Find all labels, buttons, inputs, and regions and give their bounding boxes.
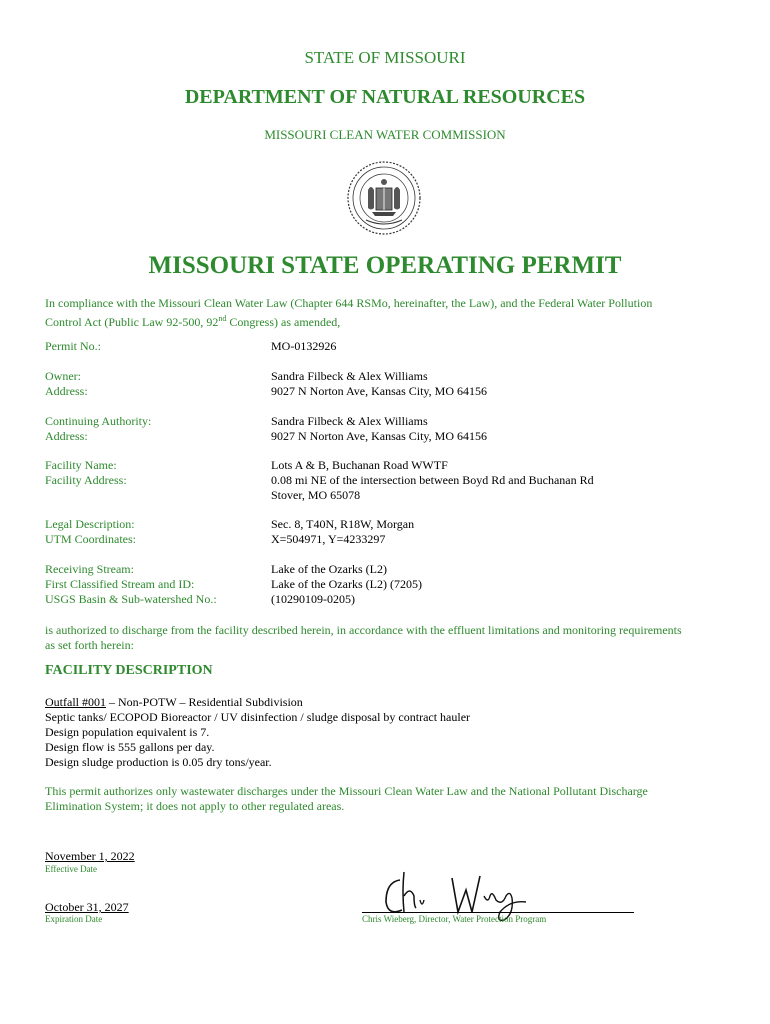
authorization-line-2: as set forth herein: bbox=[45, 638, 134, 652]
header-commission: MISSOURI CLEAN WATER COMMISSION bbox=[264, 127, 506, 142]
effective-date: November 1, 2022 bbox=[45, 849, 135, 863]
facility-description-body bbox=[45, 695, 470, 770]
intro-paragraph bbox=[45, 296, 725, 330]
outfall-description: – Non-POTW – Residential Subdivision bbox=[106, 695, 303, 709]
intro-line-2-text: Control Act (Public Law 92-500, 92 bbox=[45, 315, 219, 329]
permit-no-value: MO-0132926 bbox=[271, 339, 337, 353]
permit-title: MISSOURI STATE OPERATING PERMIT bbox=[148, 252, 622, 279]
intro-line-2 bbox=[45, 311, 725, 330]
continuing-authority-address-label: Address: bbox=[45, 429, 88, 443]
continuing-authority-values bbox=[271, 414, 731, 444]
facility-address-line-1: 0.08 mi NE of the intersection between Boyd Rd and Buchanan Rd bbox=[271, 473, 594, 487]
utm-coordinates-value: X=504971, Y=4233297 bbox=[271, 532, 386, 546]
permit-notice bbox=[45, 784, 725, 814]
utm-coordinates-label: UTM Coordinates: bbox=[45, 532, 136, 546]
permit-no-label: Permit No.: bbox=[45, 339, 101, 353]
expiration-date-caption: Expiration Date bbox=[45, 914, 103, 924]
flow-line: Design flow is 555 gallons per day. bbox=[45, 740, 215, 754]
authorization-line-1: is authorized to discharge from the facility described herein, in accordance with the effluent limitations and monitoring requirements bbox=[45, 623, 682, 637]
signature-caption: Chris Wieberg, Director, Water Protection Program bbox=[362, 914, 547, 924]
legal-description-label: Legal Description: bbox=[45, 517, 135, 531]
outfall-line bbox=[45, 695, 470, 710]
effective-date-caption: Effective Date bbox=[45, 864, 98, 874]
stream-values bbox=[271, 562, 731, 607]
facility-labels bbox=[45, 458, 265, 488]
owner-address-label: Address: bbox=[45, 384, 88, 398]
expiration-date: October 31, 2027 bbox=[45, 900, 129, 914]
owner-address-value: 9027 N Norton Ave, Kansas City, MO 64156 bbox=[271, 384, 487, 398]
intro-superscript: nd bbox=[218, 314, 227, 323]
authorization-paragraph bbox=[45, 623, 725, 653]
intro-line-1: In compliance with the Missouri Clean Water Law (Chapter 644 RSMo, hereinafter, the Law), and the Federal Water Pollution bbox=[45, 296, 653, 310]
stream-labels bbox=[45, 562, 265, 607]
legal-values bbox=[271, 517, 731, 547]
treatment-line: Septic tanks/ ECOPOD Bioreactor / UV disinfection / sludge disposal by contract hauler bbox=[45, 710, 471, 724]
notice-line-1: This permit authorizes only wastewater discharges under the Missouri Clean Water Law and the National Pollutant Discharge bbox=[45, 784, 648, 798]
continuing-authority-value: Sandra Filbeck & Alex Williams bbox=[271, 414, 428, 428]
owner-label: Owner: bbox=[45, 369, 81, 383]
population-line: Design population equivalent is 7. bbox=[45, 725, 210, 739]
intro-line-2-end: Congress) as amended, bbox=[226, 315, 341, 329]
receiving-stream-value: Lake of the Ozarks (L2) bbox=[271, 562, 387, 576]
facility-address-label: Facility Address: bbox=[45, 473, 127, 487]
facility-description-heading: FACILITY DESCRIPTION bbox=[45, 663, 213, 678]
facility-address-line-2: Stover, MO 65078 bbox=[271, 488, 361, 502]
owner-value: Sandra Filbeck & Alex Williams bbox=[271, 369, 428, 383]
facility-values bbox=[271, 458, 731, 503]
owner-labels bbox=[45, 369, 265, 399]
facility-name-value: Lots A & B, Buchanan Road WWTF bbox=[271, 458, 448, 472]
legal-labels bbox=[45, 517, 265, 547]
missouri-seal-icon bbox=[346, 160, 422, 236]
header-state: STATE OF MISSOURI bbox=[304, 48, 466, 67]
receiving-stream-label: Receiving Stream: bbox=[45, 562, 134, 576]
first-classified-stream-label: First Classified Stream and ID: bbox=[45, 577, 195, 591]
facility-name-label: Facility Name: bbox=[45, 458, 117, 472]
continuing-authority-address-value: 9027 N Norton Ave, Kansas City, MO 64156 bbox=[271, 429, 487, 443]
notice-line-2: Elimination System; it does not apply to other regulated areas. bbox=[45, 799, 345, 813]
usgs-basin-value: (10290109-0205) bbox=[271, 592, 355, 606]
signature-line bbox=[362, 912, 634, 913]
header-department: DEPARTMENT OF NATURAL RESOURCES bbox=[184, 86, 586, 108]
continuing-authority-label: Continuing Authority: bbox=[45, 414, 152, 428]
owner-values bbox=[271, 369, 731, 399]
continuing-authority-labels bbox=[45, 414, 265, 444]
first-classified-stream-value: Lake of the Ozarks (L2) (7205) bbox=[271, 577, 422, 591]
outfall-link[interactable]: Outfall #001 bbox=[45, 695, 106, 709]
legal-description-value: Sec. 8, T40N, R18W, Morgan bbox=[271, 517, 415, 531]
sludge-line: Design sludge production is 0.05 dry tons/year. bbox=[45, 755, 272, 769]
usgs-basin-label: USGS Basin & Sub-watershed No.: bbox=[45, 592, 217, 606]
